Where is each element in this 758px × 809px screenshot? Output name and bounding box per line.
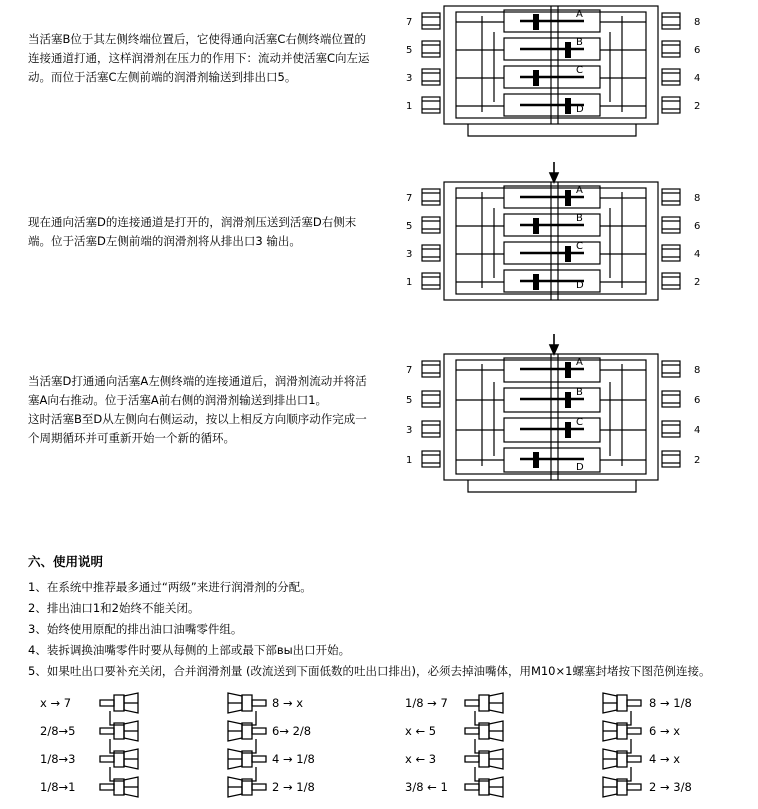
svg-text:C: C (576, 241, 583, 252)
svg-text:8: 8 (694, 365, 701, 376)
fitting-label-left: x ← 3 (405, 752, 437, 766)
svg-text:4: 4 (694, 425, 701, 436)
paragraph-line: 个周期循环并可重新开始一个新的循环。 (28, 431, 235, 445)
svg-text:7: 7 (406, 365, 413, 376)
paragraph-line: 连接通道打通，这样润滑剂在压力的作用下：流动并使活塞C向左运 (28, 51, 370, 65)
svg-text:2: 2 (694, 277, 701, 288)
svg-text:B: B (576, 387, 583, 398)
svg-text:5: 5 (406, 395, 413, 406)
paragraph-line: 端。位于活塞D左侧前端的润滑剂将从排出口3 输出。 (28, 234, 301, 248)
fitting-label-right: 8 → 1/8 (649, 696, 692, 710)
paragraph-line: 动。而位于活塞C左侧前端的润滑剂输送到排出口5。 (28, 70, 297, 84)
svg-text:D: D (576, 462, 584, 473)
svg-text:D: D (576, 280, 584, 291)
fitting-label-right: 4 → 1/8 (272, 752, 315, 766)
instruction-item-4: 4、装拆调换油嘴零件时要从每侧的上部或最下部вы出口开始。 (28, 643, 351, 657)
fitting-label-right: 8 → x (272, 696, 304, 710)
paragraph-block-3 (28, 372, 373, 448)
svg-text:3: 3 (406, 425, 413, 436)
svg-text:1: 1 (406, 277, 413, 288)
instruction-item-3: 3、始终使用原配的排出油口油嘴零件组。 (28, 622, 243, 636)
piston-label-C: C (576, 65, 583, 76)
svg-text:C: C (576, 417, 583, 428)
fitting-label-right: 2 → 3/8 (649, 780, 692, 794)
port-label-left-1: 1 (406, 101, 413, 112)
fitting-label-left: x ← 5 (405, 724, 437, 738)
fitting-label-right: 4 → x (649, 752, 681, 766)
paragraph-line: 现在通向活塞D的连接通道是打开的，润滑剂压送到活塞D右侧末 (28, 215, 357, 229)
paragraph-line: 当活塞B位于其左侧终端位置后，它使得通向活塞C右侧终端位置的 (28, 32, 366, 46)
fitting-label-left: 1/8→3 (40, 752, 76, 766)
paragraph-line: 当活塞D打通通向活塞A左侧终端的连接通道后，润滑剂流动并将活 (28, 374, 367, 388)
svg-text:7: 7 (406, 193, 413, 204)
fitting-label-left: 2/8→5 (40, 724, 76, 738)
svg-text:8: 8 (694, 193, 701, 204)
port-label-left-3: 3 (406, 73, 413, 84)
instruction-item-5: 5、如果吐出口要补充关闭，合并润滑剂量 (改流送到下面低数的吐出口排出)，必须去掉油嘴体，用M10×1螺塞封堵按下图范例连接。 (28, 664, 711, 678)
instruction-item-1: 1、在系统中推荐最多通过“两级”来进行润滑剂的分配。 (28, 580, 312, 594)
fitting-label-left: 1/8→1 (40, 780, 76, 794)
svg-text:6: 6 (694, 221, 701, 232)
piston-label-D: D (576, 104, 584, 115)
svg-text:A: A (576, 185, 583, 196)
fitting-label-right: 2 → 1/8 (272, 780, 315, 794)
svg-text:6: 6 (694, 395, 701, 406)
svg-text:B: B (576, 213, 583, 224)
fitting-group-2 (405, 690, 725, 805)
distributor-diagram-2 (386, 160, 736, 310)
port-label-right-4: 4 (694, 73, 701, 84)
svg-text:5: 5 (406, 221, 413, 232)
fitting-label-left: 1/8 → 7 (405, 696, 448, 710)
fitting-label-right: 6 → x (649, 724, 681, 738)
distributor-diagram-3 (386, 330, 736, 505)
section-title: 六、使用说明 (28, 554, 104, 569)
fitting-label-right: 6→ 2/8 (272, 724, 312, 738)
port-label-left-7: 7 (406, 17, 413, 28)
inlet-arrow-icon (550, 162, 558, 182)
paragraph-block-2 (28, 213, 373, 251)
paragraph-line: 这时活塞B至D从左侧向右侧运动，按以上相反方向顺序动作完成一 (28, 412, 367, 426)
fitting-group-1 (40, 690, 340, 805)
piston-label-B: B (576, 37, 583, 48)
distributor-diagram-1 (386, 2, 736, 147)
fitting-label-left: x → 7 (40, 696, 72, 710)
port-label-right-6: 6 (694, 45, 701, 56)
piston-label-A: A (576, 9, 583, 20)
paragraph-block-1 (28, 30, 373, 87)
inlet-arrow-icon (550, 334, 558, 354)
svg-text:1: 1 (406, 455, 413, 466)
port-label-right-8: 8 (694, 17, 701, 28)
fitting-label-left: 3/8 ← 1 (405, 780, 448, 794)
instruction-item-2: 2、排出油口1和2始终不能关闭。 (28, 601, 200, 615)
svg-text:A: A (576, 357, 583, 368)
port-label-right-2: 2 (694, 101, 701, 112)
svg-text:2: 2 (694, 455, 701, 466)
paragraph-line: 塞A向右推动。位于活塞A前右侧的润滑剂输送到排出口1。 (28, 393, 328, 407)
svg-text:4: 4 (694, 249, 701, 260)
svg-text:3: 3 (406, 249, 413, 260)
port-label-left-5: 5 (406, 45, 413, 56)
